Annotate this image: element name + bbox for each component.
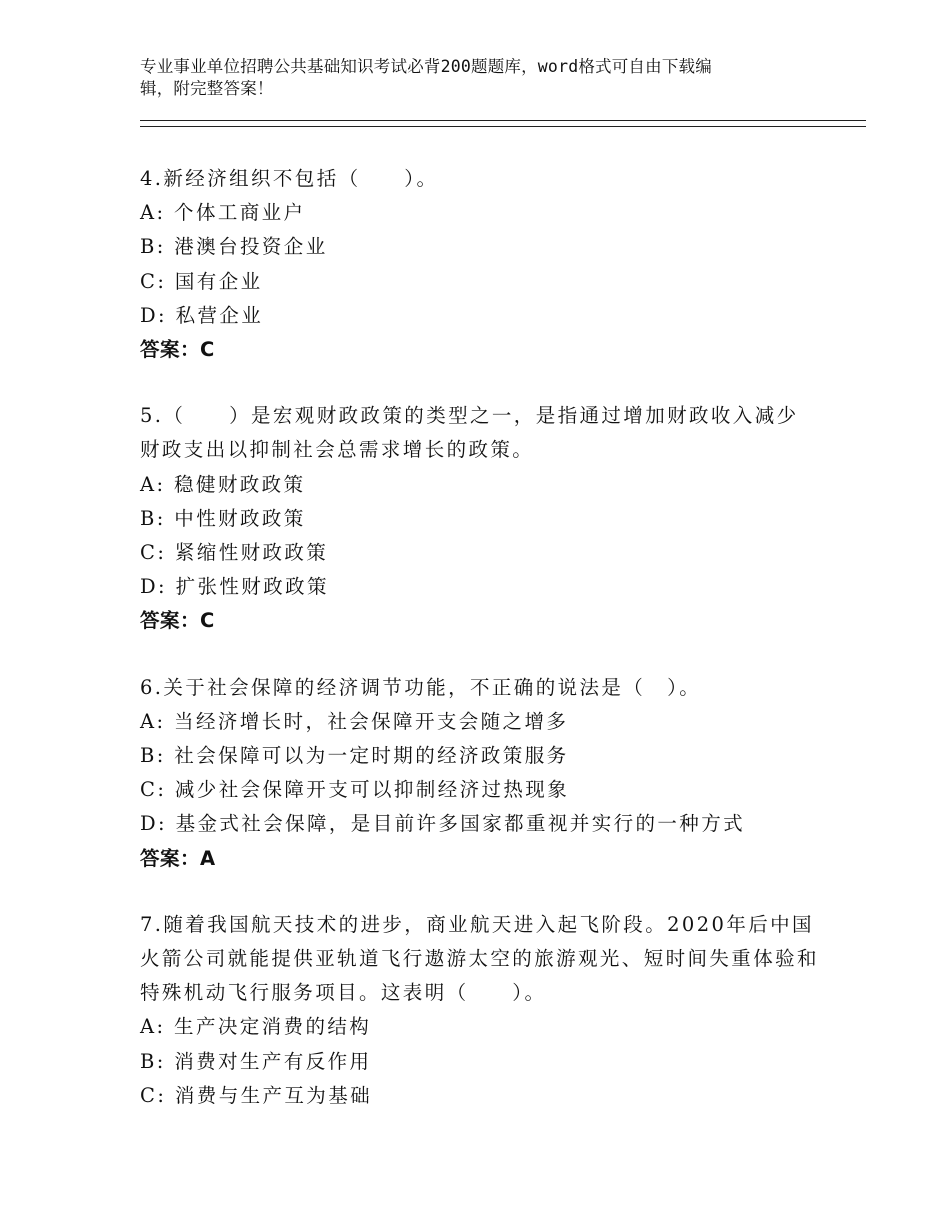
document-header: [140, 56, 840, 100]
option-a: A: 稳健财政政策: [140, 472, 306, 496]
question-7: [140, 908, 820, 1113]
option-c: C: 消费与生产互为基础: [140, 1083, 372, 1107]
option-c: C: 紧缩性财政政策: [140, 541, 329, 565]
header-line-2: 辑，附完整答案！: [140, 79, 274, 98]
option-d: D: 扩张性财政政策: [140, 575, 329, 599]
question-stem: 7.随着我国航天技术的进步，商业航天进入起飞阶段。2020年后中国火箭公司就能提供亚轨道飞行遨游太空的旅游观光、短时间失重体验和特殊机动飞行服务项目。这表明（ ）。: [140, 912, 819, 1005]
question-6: [140, 671, 820, 876]
header-line-1: 专业事业单位招聘公共基础知识考试必背200题题库，word格式可自由下载编: [140, 57, 712, 76]
option-b: B: 消费对生产有反作用: [140, 1049, 372, 1073]
option-d: D: 基金式社会保障，是目前许多国家都重视并实行的一种方式: [140, 812, 746, 836]
option-b: B: 社会保障可以为一定时期的经济政策服务: [140, 744, 569, 768]
option-c: C: 减少社会保障开支可以抑制经济过热现象: [140, 778, 570, 802]
question-4: [140, 162, 820, 367]
option-a: A: 当经济增长时，社会保障开支会随之增多: [140, 709, 569, 733]
answer-label: 答案：C: [140, 338, 215, 362]
option-b: B: 中性财政政策: [140, 506, 306, 530]
answer-label: 答案：C: [140, 609, 215, 633]
question-stem: 6.关于社会保障的经济调节功能，不正确的说法是（ ）。: [140, 675, 702, 699]
question-list: [140, 162, 820, 1145]
question-stem: 5.（ ）是宏观财政政策的类型之一，是指通过增加财政收入减少财政支出以抑制社会总需求增长的政策。: [140, 404, 799, 462]
answer-label: 答案：A: [140, 846, 216, 870]
option-a: A: 个体工商业户: [140, 201, 306, 225]
option-c: C: 国有企业: [140, 269, 263, 293]
question-stem: 4.新经济组织不包括（ ）。: [140, 167, 439, 190]
header-divider: [140, 120, 866, 127]
option-d: D: 私营企业: [140, 303, 264, 327]
question-5: [140, 399, 820, 638]
option-a: A: 生产决定消费的结构: [140, 1015, 372, 1039]
option-b: B: 港澳台投资企业: [140, 235, 328, 259]
